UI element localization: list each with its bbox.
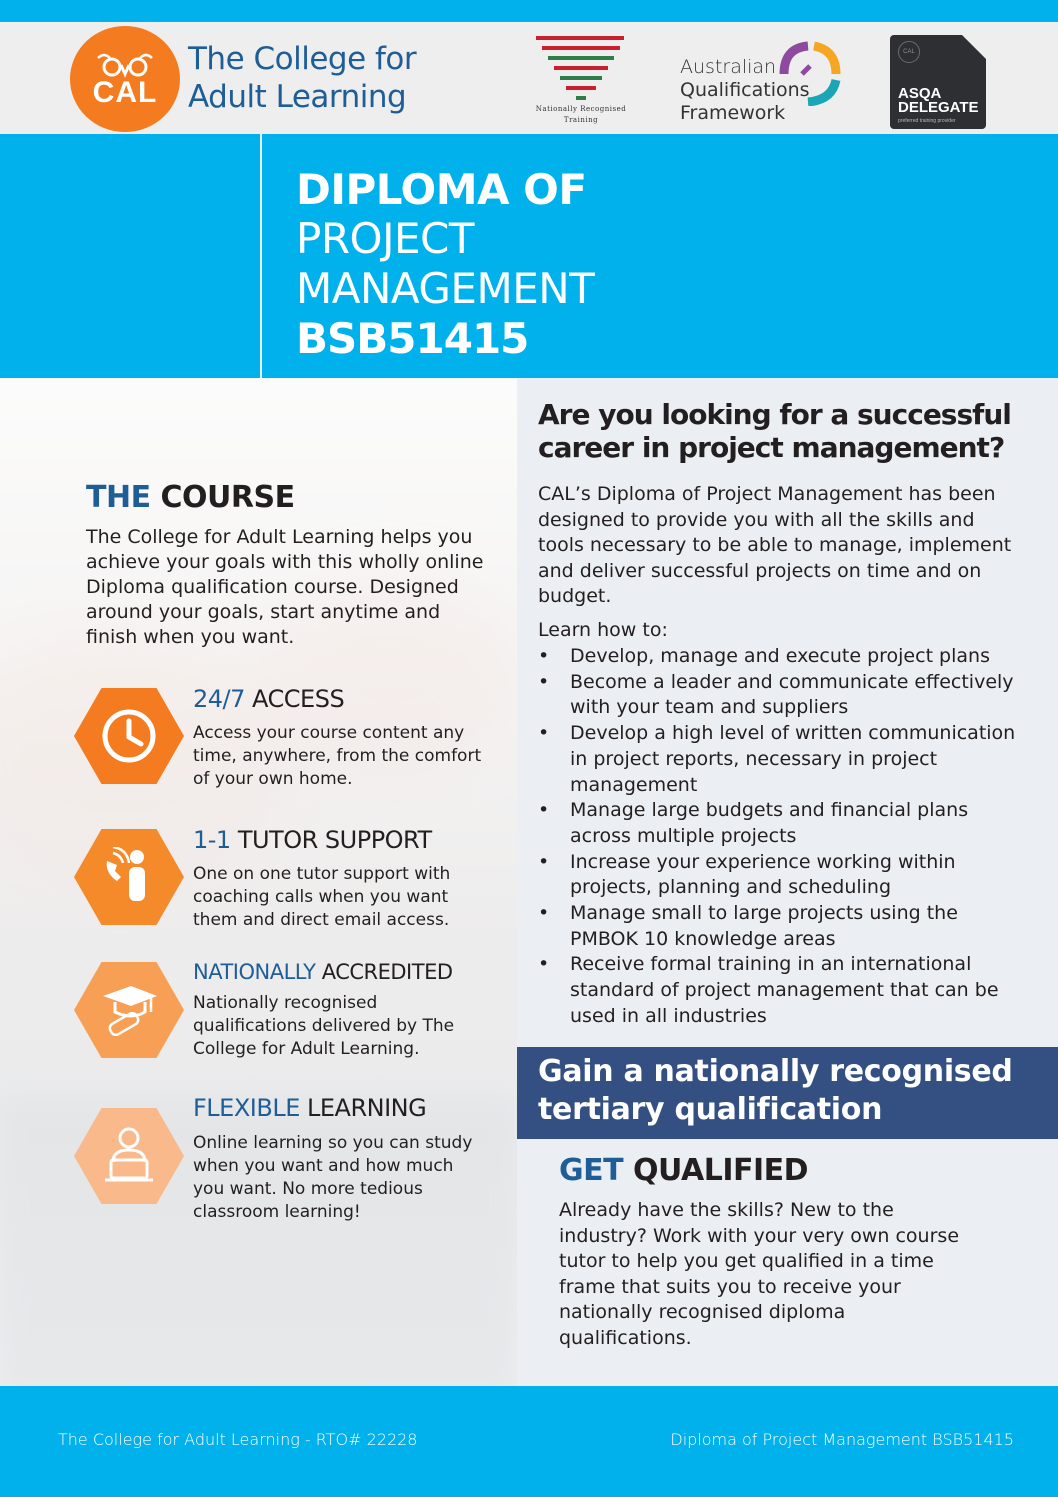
feature-title-accent: FLEXIBLE [193, 1094, 300, 1122]
feature-title-rest: ACCESS [244, 685, 345, 713]
feature-title-rest: LEARNING [299, 1094, 427, 1122]
list-item-text: Receive formal training in an international standard of project management that can be used in all industries [570, 953, 999, 1027]
course-description: The College for Adult Learning helps you achieve your goals with this wholly online Diploma qualification course. Designed around your goals, start anytime and finish when you want. [86, 526, 484, 648]
nrt-triangle-icon [526, 36, 636, 106]
student-laptop-icon [99, 1126, 159, 1186]
feature-description: Online learning so you can study when you want and how much you want. No more tedious classroom learning! [193, 1133, 473, 1222]
career-heading: Are you looking for a successful career in project management? [538, 398, 1011, 464]
clock-icon [99, 706, 159, 766]
nrt-caption-line1: Nationally Recognised [535, 105, 627, 113]
bullet-icon: • [538, 670, 550, 693]
list-item [538, 670, 1018, 721]
bullet-icon: • [538, 722, 550, 745]
aqf-logo [676, 40, 846, 130]
title-divider [260, 134, 262, 378]
aqf-line3: Framework [680, 102, 786, 124]
feature-title-accent: 24/7 [193, 685, 245, 713]
list-item [538, 644, 1018, 670]
asqa-line3: preferred training provider [898, 118, 956, 124]
phone-person-icon [99, 847, 159, 907]
learn-list [538, 644, 1018, 1030]
list-item [538, 901, 1018, 952]
course-heading [86, 480, 295, 515]
list-item-text: Manage large budgets and financial plans across multiple projects [570, 799, 969, 847]
gain-banner-text: Gain a nationally recognised tertiary qualification [538, 1054, 1013, 1127]
bullet-icon: • [538, 850, 550, 873]
feature-title-rest: ACCREDITED [315, 960, 453, 984]
course-heading-accent: THE [86, 480, 151, 515]
title-line2: PROJECT [296, 214, 474, 263]
list-item-text: Become a leader and communicate effectively with your team and suppliers [570, 670, 1014, 719]
aqf-line1: Australian [680, 56, 777, 78]
feature-title [193, 960, 453, 984]
feature-description: Nationally recognised qualifications delivered by The College for Adult Learning. [193, 993, 455, 1059]
nrt-caption-line2: Training [563, 116, 599, 124]
feature-title-rest: TUTOR SUPPORT [230, 826, 432, 854]
bullet-icon: • [538, 645, 550, 667]
bullet-icon: • [538, 902, 550, 925]
nrt-logo [526, 36, 636, 126]
asqa-corner-fold [962, 35, 986, 59]
feature-title-accent: NATIONALLY [193, 960, 316, 984]
feature-description: Access your course content any time, anywhere, from the comfort of your own home. [193, 723, 482, 789]
feature-description: One on one tutor support with coaching calls when you want them and direct email access. [193, 864, 451, 930]
feature-title [193, 1094, 426, 1122]
list-item-text: Manage small to large projects using the PMBOK 10 knowledge areas [570, 902, 958, 950]
college-name-line1: The College for [188, 41, 417, 77]
nrt-caption [526, 104, 636, 126]
cal-logo-text: CAL [92, 76, 158, 109]
aqf-line2: Qualifications [680, 79, 810, 101]
course-heading-rest: COURSE [150, 480, 295, 515]
footer-rto: The College for Adult Learning - RTO# 22228 [58, 1430, 418, 1449]
title-line1: DIPLOMA OF [296, 165, 587, 214]
bullet-icon: • [538, 953, 550, 976]
asqa-delegate-logo [890, 35, 986, 129]
owl-eyes-icon [94, 52, 156, 78]
list-item [538, 952, 1018, 1029]
get-qualified-heading-rest: QUALIFIED [623, 1153, 809, 1188]
list-item-text: Increase your experience working within projects, planning and scheduling [570, 850, 956, 899]
aqf-swirl-icon [774, 40, 842, 106]
list-item-text: Develop, manage and execute project plans [570, 645, 990, 667]
feature-title [193, 685, 344, 713]
list-item [538, 850, 1018, 901]
footer-course: Diploma of Project Management BSB51415 [670, 1430, 1014, 1449]
feature-title [193, 826, 432, 854]
bullet-icon: • [538, 799, 550, 822]
list-item [538, 721, 1018, 798]
list-item [538, 798, 1018, 849]
learn-label: Learn how to: [538, 619, 668, 641]
course-code: BSB51415 [296, 314, 529, 363]
get-qualified-description: Already have the skills? New to the industry? Work with your very own course tutor to help you get qualified in a time frame that suits you to receive your nationally recognised diploma qualifications. [559, 1199, 960, 1349]
college-name [188, 40, 428, 116]
feature-title-accent: 1-1 [193, 826, 231, 854]
asqa-cal-badge: CAL [898, 41, 920, 63]
graduation-cap-icon [99, 980, 159, 1040]
page-title [296, 166, 594, 364]
title-line3: MANAGEMENT [296, 264, 595, 313]
get-qualified-heading [559, 1153, 808, 1188]
get-qualified-heading-accent: GET [559, 1153, 624, 1188]
asqa-line2: DELEGATE [898, 99, 979, 116]
top-strip [0, 0, 1058, 22]
cal-owl-logo [70, 26, 180, 132]
list-item-text: Develop a high level of written communication in project reports, necessary in project management [570, 722, 1016, 796]
asqa-line1: ASQA [898, 85, 942, 102]
college-name-line2: Adult Learning [188, 79, 407, 115]
career-intro: CAL’s Diploma of Project Management has been designed to provide you with all the skills and tools necessary to be able to manage, implement and deliver successful projects on time and on budget. [538, 483, 1012, 607]
